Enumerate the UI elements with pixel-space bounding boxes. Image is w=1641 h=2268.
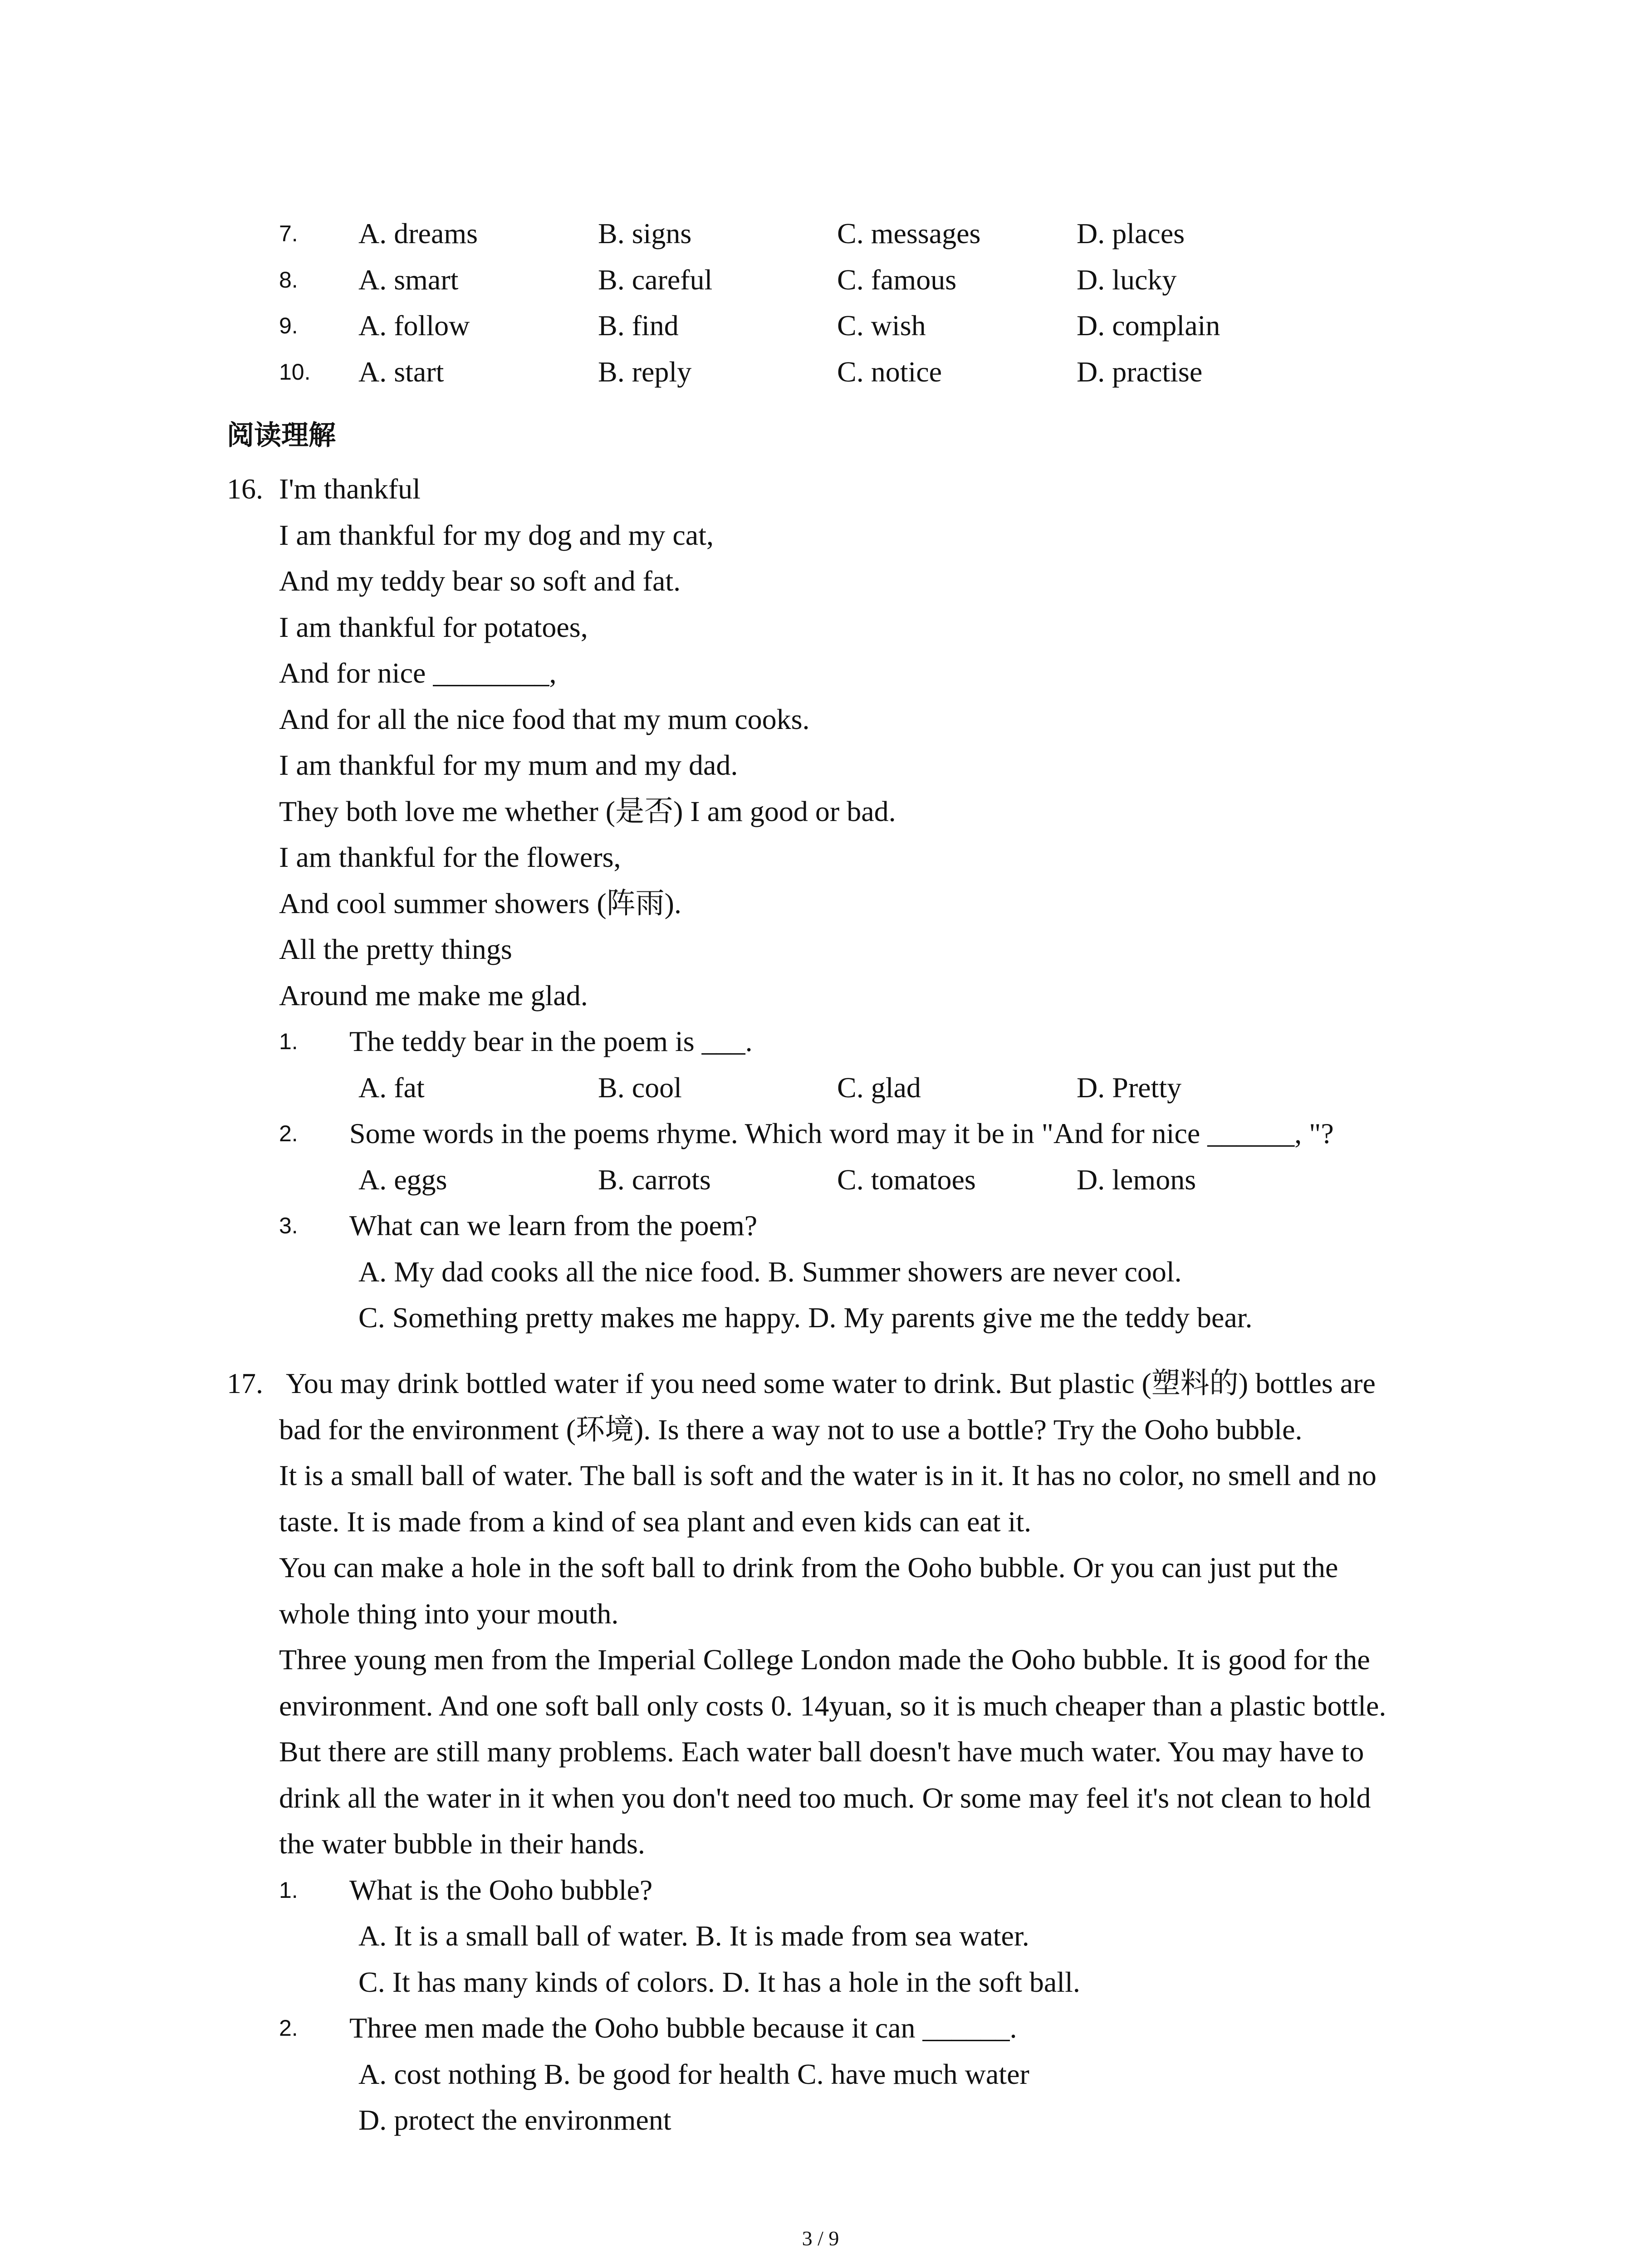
option-d: D. practise xyxy=(1077,356,1203,388)
option-c: C. tomatoes xyxy=(837,1163,976,1196)
question-number: 9. xyxy=(279,313,298,338)
option-b: B. signs xyxy=(598,217,692,249)
sub-question-number: 1. xyxy=(279,1877,298,1903)
option-d: D. complain xyxy=(1077,309,1220,342)
passage-line: drink all the water in it when you don't need too much. Or some may feel it's not clean to hold xyxy=(279,1782,1371,1814)
option-c: C. famous xyxy=(837,264,957,296)
option-a: A. dreams xyxy=(358,217,478,249)
passage-line: taste. It is made from a kind of sea plant and even kids can eat it. xyxy=(279,1505,1032,1538)
poem-line: And for nice ________, xyxy=(279,657,557,689)
option-a: A. follow xyxy=(358,309,470,342)
option-b: B. reply xyxy=(598,356,692,388)
option-d: D. lucky xyxy=(1077,264,1177,296)
passage-line: You may drink bottled water if you need some water to drink. But plastic (塑料的) bottles are xyxy=(286,1367,1376,1399)
passage-line: the water bubble in their hands. xyxy=(279,1828,645,1860)
sub-question-number: 2. xyxy=(279,1121,298,1146)
option-c: C. messages xyxy=(837,217,981,249)
passage-line: You can make a hole in the soft ball to drink from the Ooho bubble. Or you can just put the xyxy=(279,1551,1338,1584)
option-a: A. fat xyxy=(358,1071,425,1104)
option-c: C. glad xyxy=(837,1071,921,1104)
passage-line: whole thing into your mouth. xyxy=(279,1598,619,1630)
poem-line: And my teddy bear so soft and fat. xyxy=(279,565,681,597)
passage-line: Three young men from the Imperial College London made the Ooho bubble. It is good for the xyxy=(279,1643,1370,1676)
poem-line: Around me make me glad. xyxy=(279,979,588,1012)
sub-question-number: 2. xyxy=(279,2015,298,2041)
poem-line: They both love me whether (是否) I am good or bad. xyxy=(279,795,896,827)
sub-question-number: 3. xyxy=(279,1213,298,1238)
poem-line: I am thankful for my mum and my dad. xyxy=(279,749,738,781)
sub-question-text: What is the Ooho bubble? xyxy=(349,1874,653,1906)
question-number: 7. xyxy=(279,221,298,246)
option-line: A. cost nothing B. be good for health C. have much water xyxy=(358,2058,1029,2090)
option-line: C. It has many kinds of colors. D. It has a hole in the soft ball. xyxy=(358,1966,1080,1998)
passage-line: bad for the environment (环境). Is there a way not to use a bottle? Try the Ooho bubble. xyxy=(279,1413,1303,1446)
passage-line: It is a small ball of water. The ball is soft and the water is in it. It has no color, no smell and no xyxy=(279,1459,1376,1491)
poem-line: And cool summer showers (阵雨). xyxy=(279,887,681,919)
option-a: A. start xyxy=(358,356,444,388)
page-number: 3 / 9 xyxy=(802,2227,839,2250)
poem-line: I am thankful for my dog and my cat, xyxy=(279,519,714,551)
option-b: B. carrots xyxy=(598,1163,711,1196)
poem-line: I am thankful for potatoes, xyxy=(279,611,588,643)
option-line: A. It is a small ball of water. B. It is made from sea water. xyxy=(358,1920,1029,1952)
sub-question-text: Some words in the poems rhyme. Which word may it be in "And for nice ______, "? xyxy=(349,1117,1334,1149)
passage-line: environment. And one soft ball only costs 0. 14yuan, so it is much cheaper than a plastic bottle. xyxy=(279,1690,1386,1722)
option-line: D. protect the environment xyxy=(358,2104,671,2136)
option-d: D. lemons xyxy=(1077,1163,1196,1196)
option-c: C. notice xyxy=(837,356,942,388)
sub-question-text: The teddy bear in the poem is ___. xyxy=(349,1025,753,1057)
poem-title: I'm thankful xyxy=(279,473,421,505)
section-heading: 阅读理解 xyxy=(227,420,336,451)
option-b: B. cool xyxy=(598,1071,682,1104)
option-b: B. find xyxy=(598,309,679,342)
question-number: 17. xyxy=(227,1367,263,1399)
option-d: D. Pretty xyxy=(1077,1071,1182,1104)
poem-line: I am thankful for the flowers, xyxy=(279,841,621,873)
sub-question-number: 1. xyxy=(279,1029,298,1054)
poem-line: And for all the nice food that my mum cooks. xyxy=(279,703,810,735)
option-b: B. careful xyxy=(598,264,713,296)
passage-line: But there are still many problems. Each water ball doesn't have much water. You may have to xyxy=(279,1735,1364,1768)
poem-line: All the pretty things xyxy=(279,933,512,965)
option-c: C. wish xyxy=(837,309,926,342)
sub-question-text: Three men made the Ooho bubble because it can ______. xyxy=(349,2012,1017,2044)
option-line: A. My dad cooks all the nice food. B. Summer showers are never cool. xyxy=(358,1256,1182,1288)
option-a: A. eggs xyxy=(358,1163,447,1196)
question-number: 8. xyxy=(279,267,298,293)
question-number: 10. xyxy=(279,359,311,385)
option-line: C. Something pretty makes me happy. D. My parents give me the teddy bear. xyxy=(358,1301,1253,1334)
sub-question-text: What can we learn from the poem? xyxy=(349,1209,758,1242)
option-d: D. places xyxy=(1077,217,1185,249)
option-a: A. smart xyxy=(358,264,459,296)
question-number: 16. xyxy=(227,473,263,505)
